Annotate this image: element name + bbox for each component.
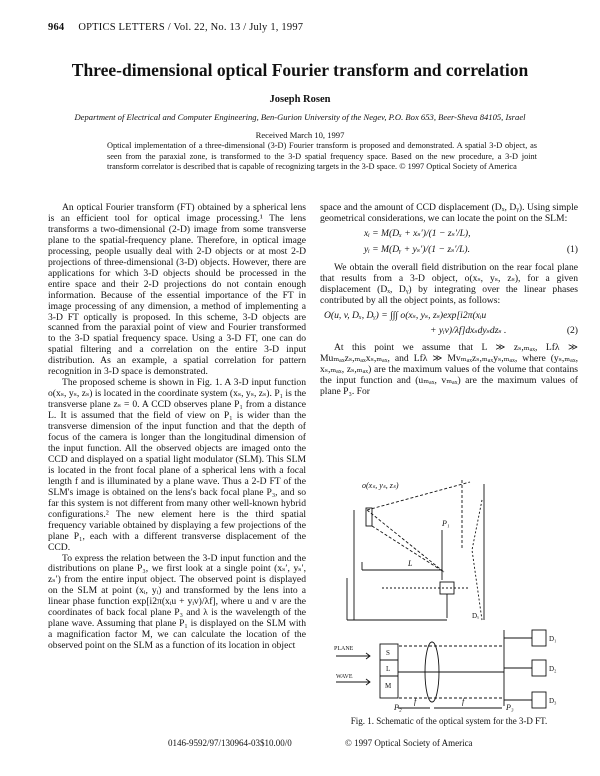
paragraph-relation: To express the relation between the 3-D input function and the distributions on plane P₃, we first look at a single point (xₛ′, yₛ′, zₛ′) from the entire input object. The observed point is displayed on the SLM at point (xᵢ, yᵢ) and transformed by the lens into a linear phase function exp[i2π(xᵢu + yᵢv)/λf], where u and v are the coordinates of back focal plane P₃ and λ is the wavelength of the plane wave. Assuming that plane P₁ is displayed on the SLM with a magnification factor M, we can calculate the location of the observed point on the SLM as a function of its location in object <box>48 552 306 652</box>
label-wave: WAVE <box>336 674 353 680</box>
equation-2-line-2: + yᵢv)/λf]dxₛdyₛdzₛ . <box>430 324 507 336</box>
paragraph-scheme: The proposed scheme is shown in Fig. 1. A 3-D input function o(xₛ, yₛ, zₛ) is located in the coordinate system (xₛ, yₛ, zₛ). P₁ is the transverse plane zₛ = 0. A CCD observes plane P₁ from a distance L. It is assumed that the field of view on P₁ is wider than the transverse dimension of the input function and that the depth of focus of the camera is longer than the longitudinal dimension of the input function. All the observed objects are imaged onto the CCD and displayed on a spatial light modulator (SLM). This SLM is located in the front focal plane of a spherical lens with a focal length f and is illuminated by a plane wave. Thus a 2-D FT of the SLM's image is obtained on the lens's back focal plane P₃, and so far this system is not different from many other well-known hybrid configurations.² The new element here is the third spatial frequency variable obtained by displaying a few projections of the plane P₁, each with a different transverse displacement of the CCD. <box>48 377 306 553</box>
detector-d2 <box>532 660 546 676</box>
detector-d3 <box>532 692 546 708</box>
journal-citation: OPTICS LETTERS / Vol. 22, No. 13 / July 1, 1997 <box>78 22 304 33</box>
author-name: Joseph Rosen <box>269 94 331 105</box>
label-d3: D₃ <box>549 697 557 705</box>
label-l: L <box>408 559 413 568</box>
received-date: Received March 10, 1997 <box>255 130 345 140</box>
author-affiliation: Department of Electrical and Computer Engineering, Ben-Gurion University of the Negev, P.O. Box 653, Beer-Sheva 84105, Israel <box>74 112 526 122</box>
observation-rays <box>367 482 470 572</box>
detector-d1 <box>532 630 546 646</box>
equation-2-line-1: O(u, v, Dₓ, Dᵧ) = ∫∫∫ o(xₛ, yₛ, zₛ)exp[i2π(xᵢu <box>324 309 487 321</box>
label-dx: Dₓ <box>472 612 480 620</box>
equation-2 <box>320 307 578 343</box>
label-f2: f <box>462 697 465 706</box>
left-column <box>48 203 306 652</box>
footer-copyright: © 1997 Optical Society of America <box>345 738 473 748</box>
page-number: 964 <box>48 22 65 33</box>
equation-1 <box>320 225 578 263</box>
paper-title: Three-dimensional optical Fourier transform and correlation <box>71 60 529 80</box>
paragraph-intro: An optical Fourier transform (FT) obtained by a spherical lens is an efficient tool for optical image processing.¹ The lens transforms a two-dimensional (2-D) image from some transverse plane to the spatial-frequency plane. Therefore, in optical image processing, people usually deal with 2-D objects or at most 2-D projections of three-dimensional (3-D) objects. However, there are applications for which 3-D objects should be processed in the entire space and their 2-D projections do not contain enough information. Because of the essential importance of the FT in image processing of any dimension, a method of implementing a 3-D FT optically is proposed. In this scheme, 3-D objects are scanned from the paraxial point of view and Fourier transformed to the 3-D spatial frequency space. Using a 3-D FT, one can do spatial filtering and a correlation on the entire 3-D input distribution. As an example, a spatial correlation for pattern recognition in 3-D space is demonstrated. <box>48 202 306 378</box>
equation-2-number: (2) <box>566 324 578 336</box>
label-plane: PLANE <box>334 646 354 652</box>
label-slm-m: M <box>385 682 392 690</box>
label-slm-s: S <box>386 649 390 657</box>
equation-1-line-2: yᵢ = M(Dᵧ + yₛ′)/(1 − zₛ′/L). <box>364 243 471 255</box>
paragraph-distribution: We obtain the overall field distribution on the rear focal plane that results from a 3-D object, o(xₛ, yₛ, zₛ), for a given displacement (Dₓ, Dᵧ) by integrating over the linear phases contributed by all the object points, as follows: <box>320 261 578 306</box>
label-p1: P₁ <box>442 519 450 528</box>
equation-1-line-1: xᵢ = M(Dₓ + xₛ′)/(1 − zₛ′/L), <box>364 227 471 239</box>
running-header <box>48 22 303 33</box>
object-block <box>366 508 372 526</box>
paragraph-continued: space and the amount of CCD displacement (Dₓ, Dᵧ). Using simple geometrical considerations, we can locate the point on the SLM: <box>320 202 578 224</box>
paragraph-assumption: At this point we assume that L ≫ zₛ,ₘₐₓ, Lfλ ≫ Muₘₐₓzₛ,ₘₐₓxₛ,ₘₐₓ, and Lfλ ≫ Mvₘₐₓzₛ,ₘₐₓyₛ,ₘₐₓ, where (yₛ,ₘₐₓ, xₛ,ₘₐₓ, zₛ,ₘₐₓ) are the maximum values of the volume that contains the input function and (uₘₐₓ, vₘₐₓ) are the maximum values of plane P₃. For <box>320 341 578 397</box>
label-object: o(xₛ, yₛ, zₛ) <box>362 481 399 490</box>
label-p2: P₂ <box>394 703 402 712</box>
label-d1: D₁ <box>549 635 557 643</box>
label-d2: D₂ <box>549 665 557 673</box>
figure-1-schematic <box>322 470 578 712</box>
footer-code: 0146-9592/97/130964-03$10.00/0 <box>168 738 292 748</box>
abstract: Optical implementation of a three-dimensional (3-D) Fourier transform is proposed and demonstrated. A spatial 3-D object, as seen from the paraxial zone, is transformed to the 3-D spatial frequency space. Based on the new procedure, a 3-D joint transform correlator is described that is capable of recognizing targets in the 3-D space. © 1997 Optical Society of America <box>107 141 537 172</box>
equation-1-number: (1) <box>566 243 578 255</box>
label-p3: P₃ <box>506 703 514 712</box>
label-f1: f <box>414 697 417 706</box>
label-slm-l: L <box>386 665 391 673</box>
figure-caption: Fig. 1. Schematic of the optical system for the 3-D FT. <box>350 716 548 726</box>
